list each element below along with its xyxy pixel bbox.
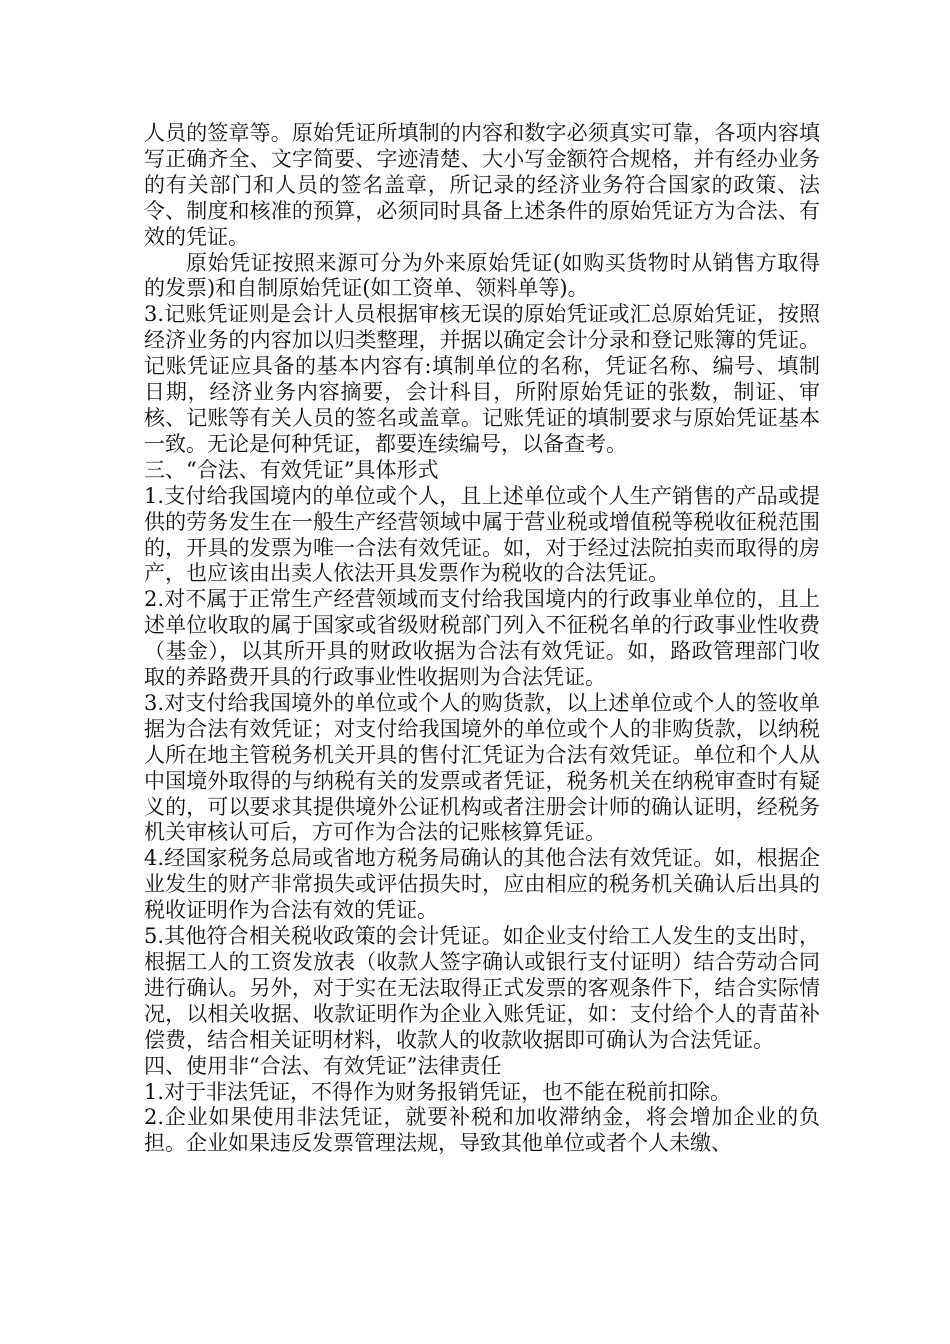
document-page — [144, 121, 820, 1157]
paragraph-form-1: 1.支付给我国境内的单位或个人，且上述单位或个人生产销售的产品或提供的劳务发生在一般生产经营领域中属于营业税或增值税等税收征税范围的，开具的发票为唯一合法有效凭证。如，对于经过法院拍卖而取得的房产，也应该由出卖人依法开具发票作为税收的合法凭证。 — [144, 483, 820, 586]
paragraph-form-4: 4.经国家税务总局或省地方税务局确认的其他合法有效凭证。如，根据企业发生的财产非常损失或评估损失时，应由相应的税务机关确认后出具的税收证明作为合法有效的凭证。 — [144, 846, 820, 923]
paragraph-original-voucher-requirements: 人员的签章等。原始凭证所填制的内容和数字必须真实可靠，各项内容填写正确齐全、文字简要、字迹清楚、大小写金额符合规格，并有经办业务的有关部门和人员的签名盖章，所记录的经济业务符合国家的政策、法令、制度和核准的预算，必须同时具备上述条件的原始凭证方为合法、有效的凭证。 — [144, 121, 820, 249]
paragraph-form-2: 2.对不属于正常生产经营领域而支付给我国境内的行政事业单位的，且上述单位收取的属于国家或省级财税部门列入不征税名单的行政事业性收费（基金），以其所开具的财政收据为合法有效凭证。如，路政管理部门收取的养路费开具的行政事业性收据则为合法凭证。 — [144, 587, 820, 690]
section-heading-valid-voucher-forms: 三、“合法、有效凭证”具体形式 — [144, 457, 439, 482]
paragraph-liability-2: 2.企业如果使用非法凭证，就要补税和加收滞纳金，将会增加企业的负担。企业如果违反发票管理法规，导致其他单位或者个人未缴、 — [144, 1105, 820, 1156]
paragraph-form-5: 5.其他符合相关税收政策的会计凭证。如企业支付给工人发生的支出时，根据工人的工资发放表（收款人签字确认或银行支付证明）结合劳动合同进行确认。另外，对于实在无法取得正式发票的客观条件下，结合实际情况，以相关收据、收款证明作为企业入账凭证，如：支付给个人的青苗补偿费，结合相关证明材料，收款人的收款收据即可确认为合法凭证。 — [144, 924, 820, 1052]
paragraph-liability-1: 1.对于非法凭证，不得作为财务报销凭证，也不能在税前扣除。 — [144, 1079, 732, 1104]
paragraph-bookkeeping-voucher: 3.记账凭证则是会计人员根据审核无误的原始凭证或汇总原始凭证，按照经济业务的内容加以归类整理，并据以确定会计分录和登记账簿的凭证。记账凭证应具备的基本内容有:填制单位的名称，凭证名称、编号、填制日期，经济业务内容摘要，会计科目，所附原始凭证的张数，制证、审核、记账等有关人员的签名或盖章。记账凭证的填制要求与原始凭证基本一致。无论是何种凭证，都要连续编号，以备查考。 — [144, 302, 820, 456]
section-heading-legal-liability: 四、使用非“合法、有效凭证”法律责任 — [144, 1053, 502, 1078]
paragraph-original-voucher-sources: 原始凭证按照来源可分为外来原始凭证(如购买货物时从销售方取得的发票)和自制原始凭证(如工资单、领料单等)。 — [144, 250, 820, 301]
paragraph-form-3: 3.对支付给我国境外的单位或个人的购货款，以上述单位或个人的签收单据为合法有效凭证；对支付给我国境外的单位或个人的非购货款，以纳税人所在地主管税务机关开具的售付汇凭证为合法有效凭证。单位和个人从中国境外取得的与纳税有关的发票或者凭证，税务机关在纳税审查时有疑义的，可以要求其提供境外公证机构或者注册会计师的确认证明，经税务机关审核认可后，方可作为合法的记账核算凭证。 — [144, 690, 820, 845]
